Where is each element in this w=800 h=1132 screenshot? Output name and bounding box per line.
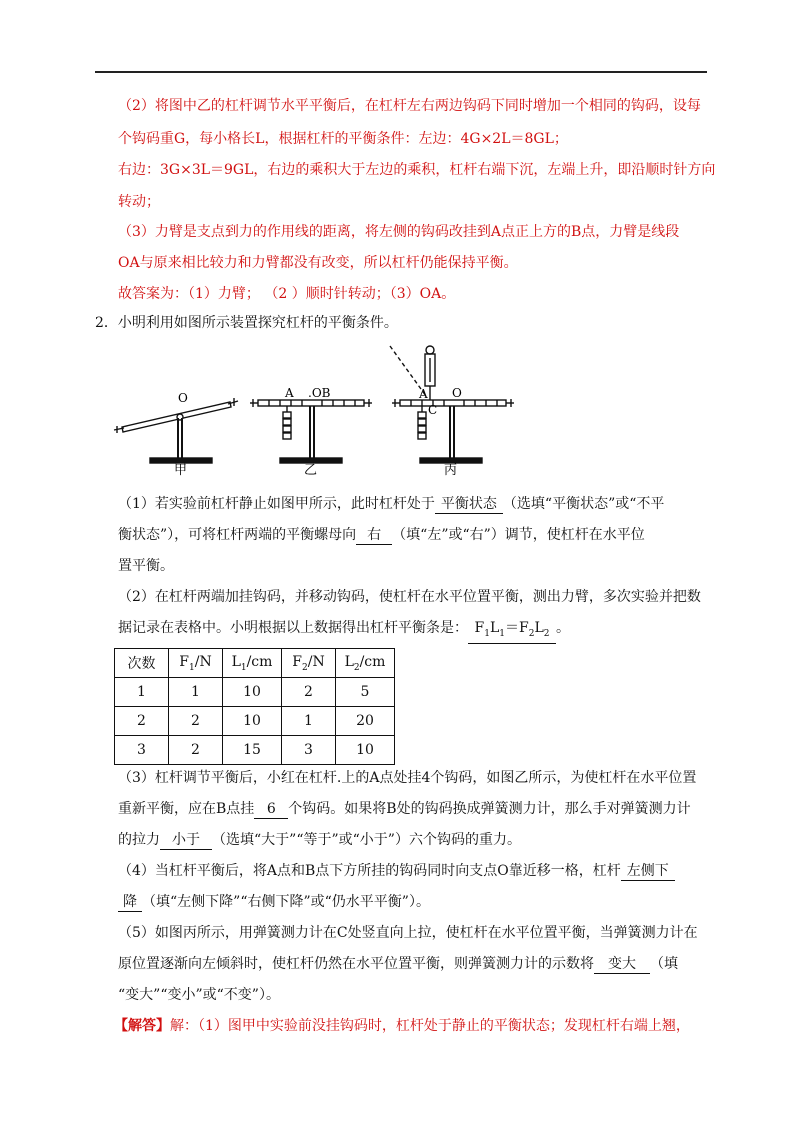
explanation-line: 个钩码重G，每小格长L，根据杠杆的平衡条件：左边：4G×2L＝8GL； [118, 131, 568, 147]
q5-line-3: “变大”“变小”或“不变”）。 [118, 987, 280, 1003]
solution-tag: 【解答】 [114, 1018, 170, 1034]
table-cell: 2 [282, 678, 336, 707]
q3-answer-1: 6 [254, 800, 288, 819]
q5-text-b: 原位置逐渐向左倾斜时，使杠杆仍然在水平位置平衡，则弹簧测力计的示数将 [118, 956, 594, 972]
figure-label-yi: 乙 [304, 463, 318, 478]
q1-text-b: （选填“平衡状态”或“不平 [502, 496, 665, 512]
q4-text-b: （填“左侧下降”“右侧下降”或“仍水平平衡”）。 [142, 894, 430, 910]
q1-line-2 [118, 525, 645, 545]
table-cell: 2 [169, 736, 223, 765]
table-header-cell: $L_1/cm$ [223, 649, 282, 678]
point-ob-label: .OB [308, 386, 331, 400]
table-header-cell: 次数 [115, 649, 169, 678]
q5-line-2 [118, 954, 678, 974]
table-cell: 15 [223, 736, 282, 765]
solution-line [114, 1016, 690, 1036]
q3-line-1: （3）杠杆调节平衡后，小红在杠杆.上的A点处挂4个钩码，如图乙所示，为使杠杆在水平位置 [118, 770, 697, 786]
explanation-line: OA与原来相比较力和力臂都没有改变，所以杠杆仍能保持平衡。 [118, 255, 518, 271]
q3-answer-2: 小于 [160, 831, 212, 850]
table-cell: 3 [282, 736, 336, 765]
point-o-label-bing: O [452, 386, 462, 400]
figure-label-jia: 甲 [174, 463, 188, 478]
q2-text-b: 据记录在表格中。小明根据以上数据得出杠杆平衡条是： [118, 620, 468, 636]
q1-answer-1: 平衡状态 [435, 495, 503, 514]
table-cell: 3 [115, 736, 169, 765]
q3-line-2 [118, 799, 691, 819]
q2-line-2 [118, 618, 570, 644]
explanation-line: 转动； [118, 194, 160, 210]
q4-answer-2: 降 [118, 893, 142, 912]
q3-text-b: 重新平衡，应在B点挂 [118, 801, 255, 817]
point-a-label: A [285, 386, 294, 400]
table-cell: 10 [223, 707, 282, 736]
q2-end: 。 [556, 620, 570, 636]
point-o-label: O [178, 391, 188, 405]
q1-line-3: 置平衡。 [118, 558, 174, 574]
q4-text-a: （4）当杠杆平衡后，将A点和B点下方所挂的钩码同时向支点O靠近移一格，杠杆 [118, 863, 621, 879]
table-header-cell: $F_1/N$ [169, 649, 223, 678]
lever-figure [110, 338, 610, 478]
q3-text-c: 个钩码。如果将B处的钩码换成弹簧测力计，那么手对弹簧测力计 [288, 801, 691, 817]
table-cell: 5 [336, 678, 395, 707]
q3-text-e: （选填“大于”“等于”或“小于”）六个钩码的重力。 [212, 832, 521, 848]
q4-line-2 [118, 892, 430, 912]
q1-text-c: 衡状态”），可将杠杆两端的平衡螺母向 [118, 527, 357, 543]
table-cell: 10 [336, 736, 395, 765]
q1-text-d: （填“左”或“右”）调节，使杠杆在水平位 [392, 527, 645, 543]
table-cell: 2 [169, 707, 223, 736]
explanation-line: 右边：3G×3L＝9GL，右边的乘积大于左边的乘积，杠杆右端下沉，左端上升，即沿顺时针方向 [118, 162, 716, 178]
q2-line-1: （2）在杠杆两端加挂钩码，并移动钩码，使杠杆在水平位置平衡，测出力臂，多次实验并把数 [118, 589, 701, 605]
explanation-line: （3）力臂是支点到力的作用线的距离，将左侧的钩码改挂到A点正上方的B点，力臂是线段 [118, 224, 680, 240]
q1-line-1 [118, 494, 664, 514]
q4-answer-1: 左侧下 [621, 862, 675, 881]
answer-summary: 故答案为：（1）力臂； （2 ）顺时针转动；（3）OA。 [118, 286, 456, 302]
point-c-label: C [428, 403, 438, 417]
table-cell: 1 [282, 707, 336, 736]
table-header-cell: $F_2/N$ [282, 649, 336, 678]
explanation-line: （2）将图中乙的杠杆调节水平平衡后，在杠杆左右两边钩码下同时增加一个相同的钩码，设每 [118, 98, 701, 114]
q2-answer: $F_1L_1=F_2L_2$ [468, 619, 556, 644]
table-row [115, 678, 395, 707]
header-rule [95, 71, 707, 73]
figure-label-bing: 丙 [444, 463, 458, 478]
data-table [114, 648, 395, 765]
q1-answer-2: 右 [356, 526, 392, 545]
q3-text-d: 的拉力 [118, 832, 160, 848]
table-cell: 20 [336, 707, 395, 736]
table-cell: 1 [169, 678, 223, 707]
question-title: 2．小明利用如图所示装置探究杠杆的平衡条件。 [95, 315, 398, 331]
q3-line-3 [118, 830, 521, 850]
q5-text-c: （填 [650, 956, 678, 972]
table-row [115, 736, 395, 765]
table-header-row [115, 649, 395, 678]
q5-answer: 变大 [594, 955, 650, 974]
q4-line-1 [118, 861, 675, 881]
lever-yi [250, 399, 372, 463]
q5-line-1: （5）如图丙所示，用弹簧测力计在C处竖直向上拉，使杠杆在水平位置平衡，当弹簧测力计在 [118, 925, 698, 941]
table-cell: 2 [115, 707, 169, 736]
q1-text-a: （1）若实验前杠杆静止如图甲所示，此时杠杆处于 [118, 496, 435, 512]
solution-text: 解：（1）图甲中实验前没挂钩码时，杠杆处于静止的平衡状态；发现杠杆右端上翘， [170, 1018, 690, 1034]
point-a-label-bing: A [419, 387, 428, 401]
table-cell: 1 [115, 678, 169, 707]
table-header-cell: $L_2/cm$ [336, 649, 395, 678]
table-cell: 10 [223, 678, 282, 707]
table-row [115, 707, 395, 736]
lever-jia [114, 398, 238, 463]
lever-bing [390, 346, 514, 463]
